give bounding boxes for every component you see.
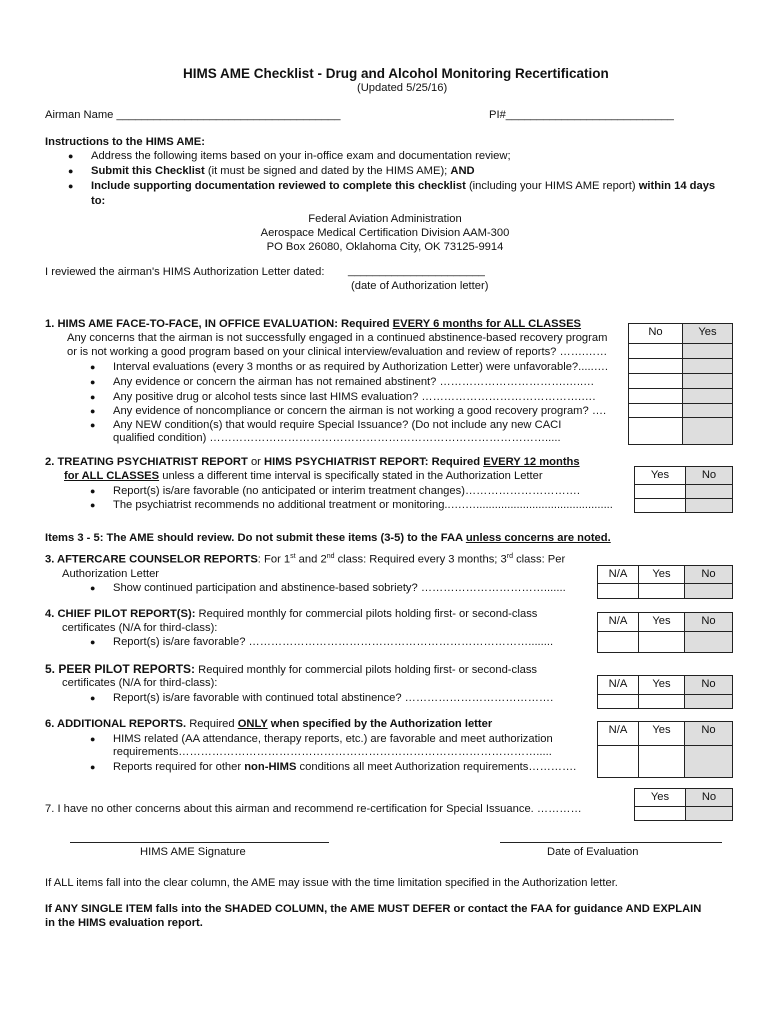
- section-6-heading: 6. ADDITIONAL REPORTS. Required ONLY when specified by the Authorization letter: [45, 718, 493, 730]
- answer-no-cell[interactable]: [628, 358, 683, 374]
- section-4-heading-cont: certificates (N/A for third-class):: [62, 622, 218, 634]
- section-3-heading-cont: Authorization Letter: [62, 568, 160, 580]
- answer-na-cell[interactable]: [597, 583, 639, 599]
- section-2-heading: 2. TREATING PSYCHIATRIST REPORT or HIMS PSYCHIATRIST REPORT: Required EVERY 12 months: [45, 456, 580, 468]
- section-5-heading-cont: certificates (N/A for third-class):: [62, 677, 218, 689]
- answer-yes-cell[interactable]: [682, 388, 733, 404]
- answer-yes-cell[interactable]: [682, 343, 733, 359]
- bullet-icon: ●: [90, 392, 96, 402]
- list-item: Any evidence or concern the airman has not remained abstinent? …………………………….…..…: [113, 376, 595, 388]
- list-item: Reports required for other non-HIMS conditions all meet Authorization requirements………….: [113, 761, 577, 773]
- bullet-icon: ●: [90, 406, 96, 416]
- col-header-yes: Yes: [638, 721, 685, 746]
- answer-no-cell[interactable]: [628, 373, 683, 389]
- answer-yes-cell[interactable]: [682, 417, 733, 445]
- section-1-heading: 1. HIMS AME FACE-TO-FACE, IN OFFICE EVALUATION: Required EVERY 6 months for ALL CLASSES: [45, 318, 582, 330]
- col-header-no: No: [684, 612, 733, 632]
- bullet-icon: ●: [68, 181, 74, 191]
- address-line: PO Box 26080, Oklahoma City, OK 73125-9914: [266, 241, 504, 253]
- signature-line[interactable]: [70, 842, 329, 843]
- col-header-yes: Yes: [638, 565, 685, 584]
- section-5-heading: 5. PEER PILOT REPORTS: Required monthly for commercial pilots holding first- or second-class: [45, 662, 538, 676]
- signature-label: HIMS AME Signature: [140, 846, 246, 858]
- list-item: Interval evaluations (every 3 months or as required by Authorization Letter) were unfavorable?.....….: [113, 361, 608, 373]
- answer-no-cell[interactable]: [628, 403, 683, 418]
- answer-na-cell[interactable]: [597, 631, 639, 653]
- answer-yes-cell[interactable]: [634, 498, 686, 513]
- address-line: Aerospace Medical Certification Division AAM-300: [260, 227, 510, 239]
- answer-yes-cell[interactable]: [638, 694, 685, 709]
- instruction-item: Submit this Checklist (it must be signed and dated by the HIMS AME); AND: [91, 165, 475, 177]
- answer-na-cell[interactable]: [597, 694, 639, 709]
- auth-letter-caption: (date of Authorization letter): [351, 280, 489, 292]
- auth-letter-date-field[interactable]: ______________________: [348, 265, 485, 277]
- answer-no-cell[interactable]: [684, 694, 733, 709]
- section-1-intro: Any concerns that the airman is not successfully engaged in a continued abstinence-based recovery program: [67, 332, 608, 344]
- bullet-icon: ●: [90, 762, 96, 772]
- list-item-cont: requirements…………………………………………………………………………………….....: [113, 746, 552, 758]
- col-header-no: No: [685, 466, 733, 485]
- shaded-column-note: If ANY SINGLE ITEM falls into the SHADED COLUMN, the AME MUST DEFER or contact the FAA for guidance AND EXPLAIN: [45, 903, 702, 915]
- pi-number-field[interactable]: PI#___________________________: [489, 109, 674, 121]
- col-header-yes: Yes: [634, 466, 686, 485]
- list-item-cont: qualified condition) ……………………………………………………………………………….....: [113, 432, 561, 444]
- shaded-column-note-cont: in the HIMS evaluation report.: [45, 917, 203, 929]
- bullet-icon: ●: [90, 420, 96, 430]
- date-line[interactable]: [500, 842, 722, 843]
- bullet-icon: ●: [90, 500, 96, 510]
- answer-no-cell[interactable]: [684, 745, 733, 778]
- answer-no-cell[interactable]: [628, 388, 683, 404]
- col-header-na: N/A: [597, 675, 639, 695]
- list-item: HIMS related (AA attendance, therapy reports, etc.) are favorable and meet authorization: [113, 733, 553, 745]
- bullet-icon: ●: [90, 637, 96, 647]
- col-header-no: No: [628, 323, 683, 344]
- section-2-heading-cont: for ALL CLASSES unless a different time interval is specifically stated in the Authorization Letter: [64, 470, 543, 482]
- list-item: Report(s) is/are favorable (no anticipated or interim treatment changes)………………………….: [113, 485, 580, 497]
- col-header-na: N/A: [597, 612, 639, 632]
- list-item: Report(s) is/are favorable with continued total abstinence? ………………………………….: [113, 692, 554, 704]
- items-3-5-note: Items 3 - 5: The AME should review. Do not submit these items (3-5) to the FAA unless concerns are noted.: [45, 532, 611, 544]
- clear-column-note: If ALL items fall into the clear column, the AME may issue with the time limitation specified in the Authorization letter.: [45, 877, 618, 889]
- bullet-icon: ●: [90, 583, 96, 593]
- list-item: Report(s) is/are favorable? …………………………………………………………………........: [113, 636, 554, 648]
- list-item: Any positive drug or alcohol tests since last HIMS evaluation? …………………………………….….: [113, 391, 596, 403]
- answer-yes-cell[interactable]: [682, 403, 733, 418]
- bullet-icon: ●: [68, 166, 74, 176]
- answer-yes-cell[interactable]: [682, 358, 733, 374]
- section-1-intro: or is not working a good program based on your clinical interview/evaluation and review of reports? …….……: [67, 346, 608, 358]
- answer-yes-cell[interactable]: [682, 373, 733, 389]
- answer-no-cell[interactable]: [684, 631, 733, 653]
- col-header-yes: Yes: [638, 612, 685, 632]
- section-3-heading: 3. AFTERCARE COUNSELOR REPORTS: For 1st and 2nd class: Required every 3 months; 3rd class: Per: [45, 553, 566, 566]
- bullet-icon: ●: [90, 693, 96, 703]
- col-header-na: N/A: [597, 565, 639, 584]
- answer-na-cell[interactable]: [597, 745, 639, 778]
- answer-yes-cell[interactable]: [638, 631, 685, 653]
- answer-yes-cell[interactable]: [638, 583, 685, 599]
- auth-letter-label: I reviewed the airman's HIMS Authorization Letter dated:: [45, 266, 325, 278]
- bullet-icon: ●: [90, 734, 96, 744]
- list-item: The psychiatrist recommends no additional treatment or monitoring..….…............................................: [113, 499, 613, 511]
- list-item: Any NEW condition(s) that would require Special Issuance? (Do not include any new CACI: [113, 419, 562, 431]
- answer-no-cell[interactable]: [628, 417, 683, 445]
- section-7-statement: 7. I have no other concerns about this airman and recommend re-certification for Special Issuance. …………: [45, 803, 582, 815]
- col-header-yes: Yes: [638, 675, 685, 695]
- col-header-no: No: [684, 565, 733, 584]
- instruction-item: Include supporting documentation reviewed to complete this checklist (including your HIMS AME report) within 14 days: [91, 180, 716, 192]
- updated-date: (Updated 5/25/16): [357, 82, 448, 94]
- instruction-item-cont: to:: [91, 195, 106, 207]
- bullet-icon: ●: [68, 151, 74, 161]
- answer-no-cell[interactable]: [685, 484, 733, 499]
- page-title: HIMS AME Checklist - Drug and Alcohol Monitoring Recertification: [183, 66, 609, 81]
- answer-no-cell[interactable]: [685, 806, 733, 821]
- col-header-no: No: [685, 788, 733, 807]
- bullet-icon: ●: [90, 362, 96, 372]
- airman-name-field[interactable]: Airman Name ____________________________________: [45, 109, 341, 121]
- section-4-heading: 4. CHIEF PILOT REPORT(S): Required monthly for commercial pilots holding first- or second-class: [45, 608, 538, 620]
- answer-no-cell[interactable]: [684, 583, 733, 599]
- answer-yes-cell[interactable]: [638, 745, 685, 778]
- instructions-heading: Instructions to the HIMS AME:: [45, 136, 205, 148]
- answer-no-cell[interactable]: [628, 343, 683, 359]
- instruction-item: Address the following items based on your in-office exam and documentation review;: [91, 150, 511, 162]
- col-header-yes: Yes: [682, 323, 733, 344]
- bullet-icon: ●: [90, 377, 96, 387]
- list-item: Show continued participation and abstinence-based sobriety? …………………………….......: [113, 582, 566, 594]
- answer-yes-cell[interactable]: [634, 484, 686, 499]
- col-header-no: No: [684, 721, 733, 746]
- col-header-no: No: [684, 675, 733, 695]
- col-header-yes: Yes: [634, 788, 686, 807]
- bullet-icon: ●: [90, 486, 96, 496]
- list-item: Any evidence of noncompliance or concern the airman is not working a good recovery program? ….: [113, 405, 607, 417]
- address-line: Federal Aviation Administration: [308, 213, 462, 225]
- col-header-na: N/A: [597, 721, 639, 746]
- answer-yes-cell[interactable]: [634, 806, 686, 821]
- answer-no-cell[interactable]: [685, 498, 733, 513]
- date-label: Date of Evaluation: [547, 846, 639, 858]
